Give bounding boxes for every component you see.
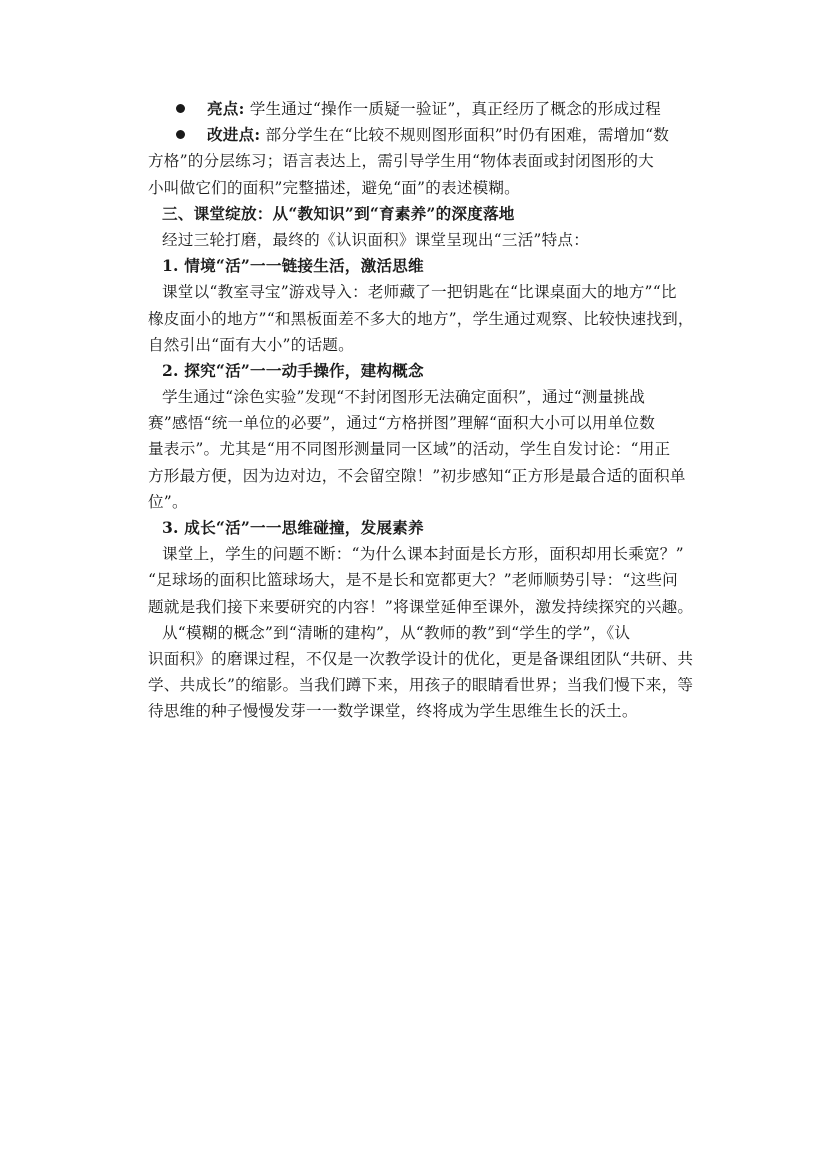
item-heading: 2. 探究“活”一一动手操作，建构概念	[162, 360, 424, 380]
bullet-improvement	[148, 122, 708, 148]
paragraph-line: 课堂上，学生的问题不断：“为什么课本封面是长方形，面积却用长乘宽？”	[162, 545, 684, 564]
bullet-text: 部分学生在“比较不规则图形面积”时仍有困难，需增加“数	[260, 126, 670, 145]
paragraph-line: 自然引出“面有大小”的话题。	[148, 335, 354, 354]
paragraph-line: 题就是我们接下来要研究的内容！”将课堂延伸至课外，激发持续探究的兴趣。	[148, 597, 694, 616]
bullet-text: 学生通过“操作一质疑一验证”，真正经历了概念的形成过程	[244, 100, 661, 118]
section-intro: 经过三轮打磨，最终的《认识面积》课堂呈现出“三活”特点：	[162, 230, 589, 249]
paragraph-line: 课堂以“教室寻宝”游戏导入：老师藏了一把钥匙在“比课桌面大的地方”“比	[162, 283, 677, 302]
paragraph-line: 方形最方便，因为边对边，不会留空隙！”初步感知“正方形是最合适的面积单	[148, 466, 686, 485]
paragraph-line: 学、共成长”的缩影。当我们蹲下来，用孩子的眼睛看世界；当我们慢下来，等	[148, 676, 694, 695]
paragraph-line: 赛”感悟“统一单位的必要”，通过“方格拼图”理解“面积大小可以用单位数	[148, 414, 656, 433]
paragraph-line: 小叫做它们的面积”完整描述，避免“面”的表述模糊。	[148, 178, 520, 197]
bullet-dot-icon	[176, 130, 185, 139]
paragraph-line: 方格”的分层练习；语言表达上，需引导学生用“物体表面或封闭图形的大	[148, 152, 654, 171]
paragraph-line: 从“模糊的概念”到“清晰的建构”，从“教师的教”到“学生的学”，《认	[162, 623, 631, 642]
paragraph-line: 量表示”。尤其是“用不同图形测量同一区域”的活动，学生自发讨论：“用正	[148, 440, 671, 459]
bullet-highlight	[148, 96, 708, 122]
document-page	[148, 96, 708, 725]
paragraph-line: 橡皮面小的地方”“和黑板面差不多大的地方”，学生通过观察、比较快速找到，	[148, 309, 694, 328]
paragraph-line: 待思维的种子慢慢发芽一一数学课堂，终将成为学生思维生长的沃土。	[148, 702, 638, 721]
paragraph-line: 识面积》的磨课过程，不仅是一次教学设计的优化，更是备课组团队“共研、共	[148, 649, 694, 668]
paragraph-line: 学生通过“涂色实验”发现“不封闭图形无法确定面积”，通过“测量挑战	[162, 388, 646, 407]
paragraph-line: “足球场的面积比篮球场大，是不是长和宽都更大？”老师顺势引导：“这些问	[148, 571, 678, 590]
bullet-dot-icon	[176, 104, 185, 113]
item-heading: 3. 成长“活”一一思维碰撞，发展素养	[162, 518, 424, 537]
item-heading: 1. 情境“活”一一链接生活，激活思维	[162, 256, 424, 276]
bullet-label: 改进点:	[207, 125, 261, 145]
section-heading: 三、课堂绽放：从“教知识”到“育素养”的深度落地	[162, 203, 515, 223]
bullet-label: 亮点:	[207, 99, 245, 118]
paragraph-line: 位”。	[148, 492, 188, 511]
